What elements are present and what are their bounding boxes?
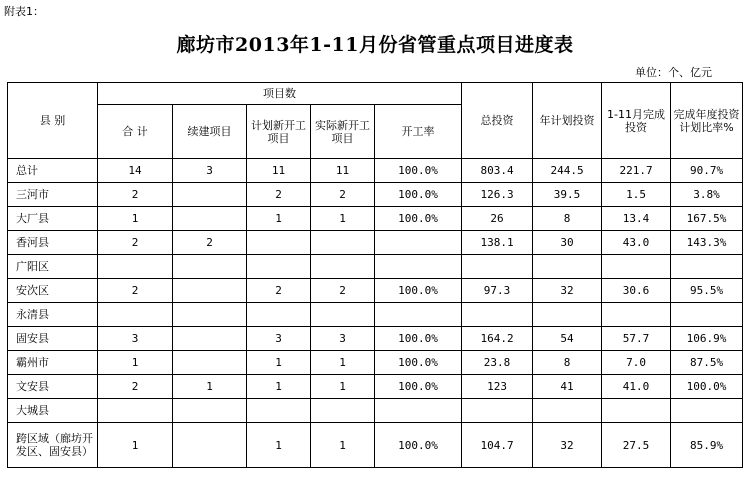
completed-cell — [602, 399, 671, 423]
completed-cell: 221.7 — [602, 159, 671, 183]
annual-plan-cell: 30 — [533, 231, 602, 255]
start-rate-cell: 100.0% — [375, 279, 462, 303]
county-name-cell: 大厂县 — [8, 207, 98, 231]
total-investment-cell: 803.4 — [462, 159, 533, 183]
completed-cell: 41.0 — [602, 375, 671, 399]
start-rate-cell — [375, 303, 462, 327]
planned-new-cell: 1 — [247, 375, 311, 399]
total-investment-cell: 97.3 — [462, 279, 533, 303]
continuing-cell: 3 — [173, 159, 247, 183]
total-cell: 2 — [98, 279, 173, 303]
ratio-cell — [671, 303, 743, 327]
header-actual-new: 实际新开工项目 — [311, 105, 375, 159]
header-annual-plan: 年计划投资 — [533, 83, 602, 159]
table-row — [8, 231, 743, 255]
ratio-cell — [671, 399, 743, 423]
planned-new-cell: 1 — [247, 207, 311, 231]
table-row — [8, 183, 743, 207]
planned-new-cell: 1 — [247, 351, 311, 375]
county-name-cell: 香河县 — [8, 231, 98, 255]
completed-cell — [602, 255, 671, 279]
total-cell: 2 — [98, 375, 173, 399]
total-cell: 1 — [98, 351, 173, 375]
total-investment-cell: 126.3 — [462, 183, 533, 207]
annual-plan-cell: 39.5 — [533, 183, 602, 207]
planned-new-cell: 1 — [247, 423, 311, 468]
total-investment-cell: 138.1 — [462, 231, 533, 255]
header-total: 合 计 — [98, 105, 173, 159]
county-name-cell: 三河市 — [8, 183, 98, 207]
continuing-cell — [173, 183, 247, 207]
total-cell — [98, 303, 173, 327]
total-cell: 1 — [98, 207, 173, 231]
actual-new-cell — [311, 231, 375, 255]
annual-plan-cell: 8 — [533, 351, 602, 375]
annual-plan-cell: 244.5 — [533, 159, 602, 183]
start-rate-cell — [375, 399, 462, 423]
continuing-cell — [173, 351, 247, 375]
total-investment-cell: 104.7 — [462, 423, 533, 468]
start-rate-cell: 100.0% — [375, 183, 462, 207]
completed-cell: 43.0 — [602, 231, 671, 255]
continuing-cell — [173, 303, 247, 327]
actual-new-cell — [311, 399, 375, 423]
county-name-cell: 固安县 — [8, 327, 98, 351]
total-investment-cell: 164.2 — [462, 327, 533, 351]
completed-cell: 30.6 — [602, 279, 671, 303]
planned-new-cell — [247, 399, 311, 423]
ratio-cell: 85.9% — [671, 423, 743, 468]
county-name-cell: 广阳区 — [8, 255, 98, 279]
planned-new-cell — [247, 231, 311, 255]
planned-new-cell — [247, 255, 311, 279]
actual-new-cell: 1 — [311, 423, 375, 468]
total-cell: 2 — [98, 183, 173, 207]
start-rate-cell — [375, 231, 462, 255]
continuing-cell — [173, 279, 247, 303]
header-start-rate: 开工率 — [375, 105, 462, 159]
county-name-cell: 跨区域（廊坊开发区、固安县） — [8, 423, 98, 468]
page-title: 廊坊市2013年1-11月份省管重点项目进度表 — [176, 34, 574, 56]
continuing-cell — [173, 423, 247, 468]
table-row — [8, 327, 743, 351]
header-planned-new: 计划新开工项目 — [247, 105, 311, 159]
annual-plan-cell: 32 — [533, 423, 602, 468]
header-total-investment: 总投资 — [462, 83, 533, 159]
header-row-1 — [8, 83, 743, 105]
completed-cell — [602, 303, 671, 327]
county-name-cell: 文安县 — [8, 375, 98, 399]
county-name-cell: 大城县 — [8, 399, 98, 423]
actual-new-cell: 1 — [311, 351, 375, 375]
planned-new-cell: 2 — [247, 279, 311, 303]
header-completed-investment: 1-11月完成投资 — [602, 83, 671, 159]
total-investment-cell — [462, 255, 533, 279]
header-project-count: 项目数 — [98, 83, 462, 105]
start-rate-cell — [375, 255, 462, 279]
annual-plan-cell — [533, 303, 602, 327]
attachment-label: 附表1： — [4, 5, 44, 18]
header-county: 县 别 — [8, 83, 98, 159]
planned-new-cell: 11 — [247, 159, 311, 183]
start-rate-cell: 100.0% — [375, 423, 462, 468]
total-cell: 14 — [98, 159, 173, 183]
table-row — [8, 399, 743, 423]
start-rate-cell: 100.0% — [375, 207, 462, 231]
annual-plan-cell: 54 — [533, 327, 602, 351]
actual-new-cell — [311, 303, 375, 327]
total-cell — [98, 255, 173, 279]
unit-label: 单位：个、亿元 — [635, 66, 712, 79]
table-row — [8, 375, 743, 399]
start-rate-cell: 100.0% — [375, 327, 462, 351]
annual-plan-cell: 32 — [533, 279, 602, 303]
completed-cell: 13.4 — [602, 207, 671, 231]
table-row — [8, 351, 743, 375]
table-row — [8, 207, 743, 231]
planned-new-cell: 3 — [247, 327, 311, 351]
header-completion-ratio: 完成年度投资计划比率% — [671, 83, 743, 159]
completed-cell: 1.5 — [602, 183, 671, 207]
continuing-cell: 2 — [173, 231, 247, 255]
table-row — [8, 255, 743, 279]
total-investment-cell: 123 — [462, 375, 533, 399]
table-row — [8, 159, 743, 183]
ratio-cell: 90.7% — [671, 159, 743, 183]
actual-new-cell: 1 — [311, 207, 375, 231]
progress-table — [7, 82, 743, 468]
completed-cell: 57.7 — [602, 327, 671, 351]
county-name-cell: 永清县 — [8, 303, 98, 327]
county-name-cell: 霸州市 — [8, 351, 98, 375]
completed-cell: 7.0 — [602, 351, 671, 375]
county-name-cell: 安次区 — [8, 279, 98, 303]
total-cell — [98, 399, 173, 423]
actual-new-cell: 3 — [311, 327, 375, 351]
annual-plan-cell — [533, 255, 602, 279]
planned-new-cell: 2 — [247, 183, 311, 207]
start-rate-cell: 100.0% — [375, 375, 462, 399]
actual-new-cell: 2 — [311, 183, 375, 207]
ratio-cell: 95.5% — [671, 279, 743, 303]
table-row — [8, 303, 743, 327]
total-investment-cell — [462, 303, 533, 327]
continuing-cell: 1 — [173, 375, 247, 399]
actual-new-cell — [311, 255, 375, 279]
planned-new-cell — [247, 303, 311, 327]
total-cell: 1 — [98, 423, 173, 468]
ratio-cell: 87.5% — [671, 351, 743, 375]
start-rate-cell: 100.0% — [375, 159, 462, 183]
actual-new-cell: 11 — [311, 159, 375, 183]
annual-plan-cell: 8 — [533, 207, 602, 231]
ratio-cell: 3.8% — [671, 183, 743, 207]
annual-plan-cell — [533, 399, 602, 423]
table-row — [8, 279, 743, 303]
county-name-cell: 总计 — [8, 159, 98, 183]
header-continuing: 续建项目 — [173, 105, 247, 159]
continuing-cell — [173, 327, 247, 351]
total-investment-cell: 23.8 — [462, 351, 533, 375]
actual-new-cell: 1 — [311, 375, 375, 399]
continuing-cell — [173, 207, 247, 231]
total-cell: 2 — [98, 231, 173, 255]
start-rate-cell: 100.0% — [375, 351, 462, 375]
actual-new-cell: 2 — [311, 279, 375, 303]
ratio-cell: 167.5% — [671, 207, 743, 231]
continuing-cell — [173, 255, 247, 279]
ratio-cell: 143.3% — [671, 231, 743, 255]
ratio-cell: 106.9% — [671, 327, 743, 351]
ratio-cell — [671, 255, 743, 279]
table-row — [8, 423, 743, 468]
ratio-cell: 100.0% — [671, 375, 743, 399]
total-investment-cell: 26 — [462, 207, 533, 231]
continuing-cell — [173, 399, 247, 423]
total-cell: 3 — [98, 327, 173, 351]
annual-plan-cell: 41 — [533, 375, 602, 399]
completed-cell: 27.5 — [602, 423, 671, 468]
total-investment-cell — [462, 399, 533, 423]
